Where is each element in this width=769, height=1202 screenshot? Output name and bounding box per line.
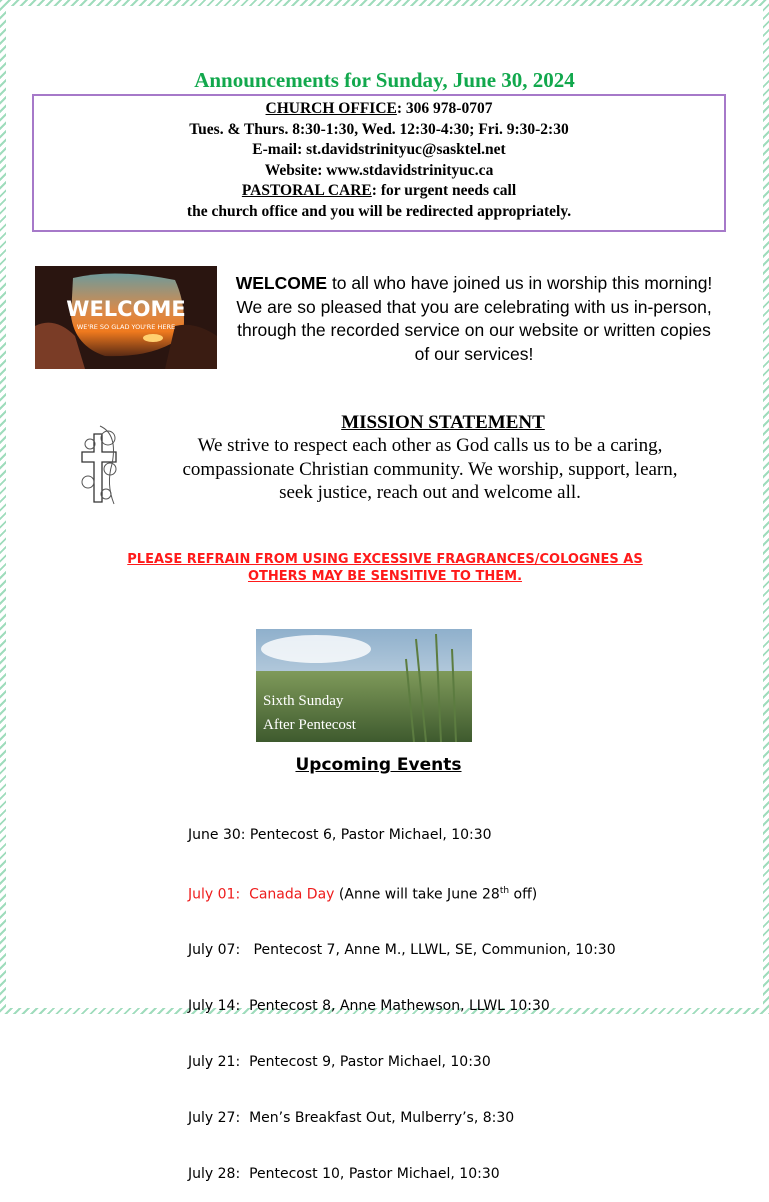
- mission-line-1: We strive to respect each other as God calls us to be a caring,: [197, 435, 663, 456]
- welcome-line-4: of our services!: [414, 343, 534, 364]
- event-date: July 14:: [188, 998, 241, 1015]
- mission-line-2: compassionate Christian community. We worship, support, learn,: [182, 458, 678, 480]
- office-email[interactable]: E-mail: st.davidstrinityuc@sasktel.net: [252, 141, 506, 158]
- office-phone: : 306 978-0707: [396, 100, 493, 117]
- fragrance-line-2: OTHERS MAY BE SENSITIVE TO THEM.: [247, 569, 523, 584]
- mission-statement-text: [135, 434, 725, 505]
- event-date: June 30:: [188, 827, 246, 844]
- welcome-image-title: WELCOME: [66, 297, 186, 321]
- event-date: July 21:: [188, 1053, 241, 1070]
- event-text: Pentecost 8, Anne Mathewson, LLWL 10:30: [240, 998, 550, 1015]
- event-text: Pentecost 6, Pastor Michael, 10:30: [245, 827, 492, 844]
- office-hours: Tues. & Thurs. 8:30-1:30, Wed. 12:30-4:30; Fri. 9:30-2:30: [189, 120, 569, 138]
- church-office-box: [32, 94, 726, 232]
- mission-statement-title: MISSION STATEMENT: [341, 412, 545, 433]
- page-title: Announcements for Sunday, June 30, 2024: [194, 68, 575, 92]
- event-date: July 01:: [188, 886, 241, 903]
- welcome-line-3: through the recorded service on our website or written copies: [237, 320, 711, 340]
- event-sup: th: [499, 885, 510, 896]
- event-item: [188, 1053, 616, 1072]
- upcoming-events-title: Upcoming Events: [295, 755, 462, 775]
- pastoral-care-label: PASTORAL CARE: [241, 182, 372, 199]
- event-item: [188, 882, 616, 904]
- mission-line-3: seek justice, reach out and welcome all.: [279, 482, 581, 503]
- event-item: [188, 1165, 616, 1184]
- welcome-image-subtitle: WE'RE SO GLAD YOU'RE HERE: [76, 323, 176, 331]
- pentecost-image-line-1: Sixth Sunday: [263, 693, 344, 709]
- event-text: Men’s Breakfast Out, Mulberry’s, 8:30: [240, 1109, 515, 1126]
- events-list: [188, 789, 616, 1202]
- event-item: [188, 997, 616, 1016]
- event-item: [188, 1109, 616, 1128]
- pentecost-image-line-2: After Pentecost: [263, 717, 356, 733]
- welcome-line-2: We are so pleased that you are celebrating with us in-person,: [236, 296, 712, 317]
- event-highlight: Canada Day: [240, 886, 335, 903]
- pastoral-care-text-2: the church office and you will be redirected appropriately.: [186, 202, 572, 220]
- event-text: (Anne will take June 28: [334, 886, 500, 903]
- event-tail: off): [509, 886, 538, 903]
- event-item: [188, 826, 616, 845]
- welcome-line-1: to all who have joined us in worship this morning!: [327, 273, 713, 293]
- event-date: July 28:: [188, 1165, 241, 1182]
- welcome-bold: WELCOME: [235, 273, 328, 293]
- fragrance-notice: [40, 551, 730, 585]
- event-text: Pentecost 7, Anne M., LLWL, SE, Communion, 10:30: [240, 942, 616, 959]
- pastoral-care-text: : for urgent needs call: [371, 182, 517, 199]
- welcome-message: [222, 272, 726, 366]
- cross-icon: [80, 424, 120, 506]
- church-office-label: CHURCH OFFICE: [265, 100, 397, 117]
- pentecost-image: [256, 629, 472, 742]
- event-text: Pentecost 9, Pastor Michael, 10:30: [240, 1053, 491, 1070]
- event-date: July 27:: [188, 1109, 241, 1126]
- event-text: Pentecost 10, Pastor Michael, 10:30: [240, 1165, 500, 1182]
- office-website[interactable]: Website: www.stdavidstrinityuc.ca: [264, 161, 494, 179]
- event-item: [188, 941, 616, 960]
- welcome-image: [35, 266, 217, 369]
- fragrance-line-1: PLEASE REFRAIN FROM USING EXCESSIVE FRAGRANCES/COLOGNES AS: [127, 552, 643, 567]
- event-date: July 07:: [188, 942, 241, 959]
